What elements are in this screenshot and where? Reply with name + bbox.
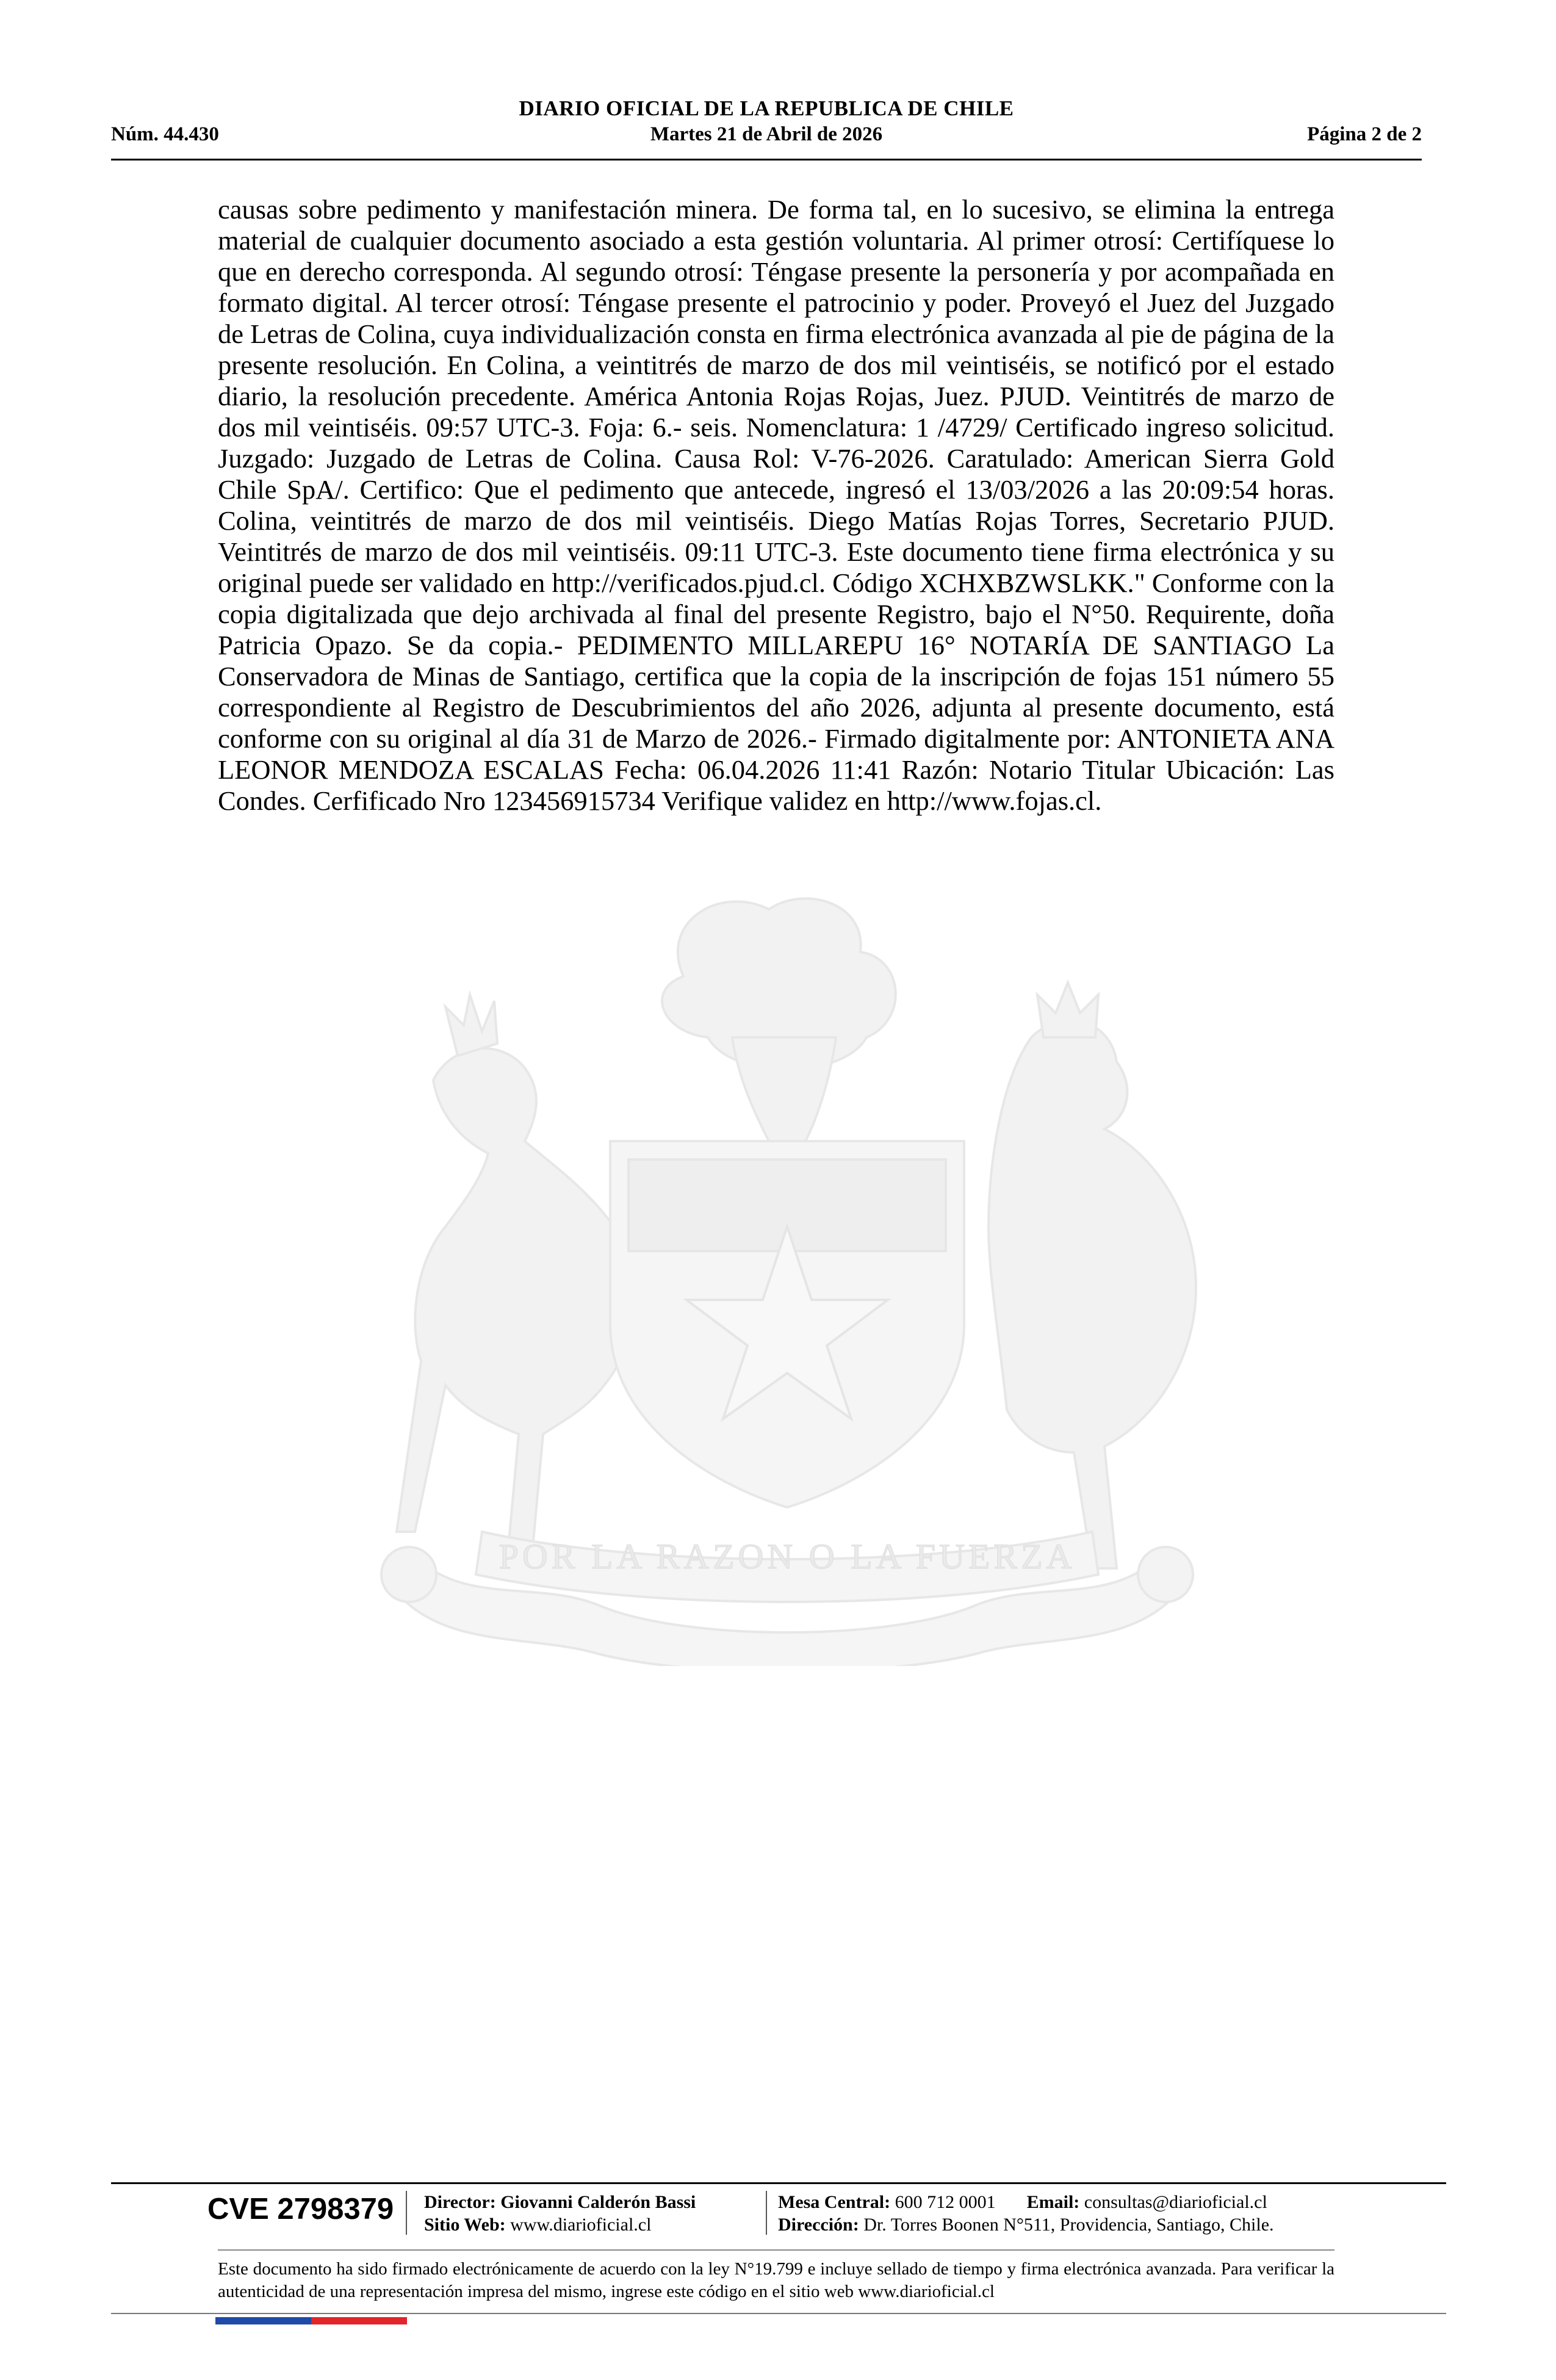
footer-separator [406, 2191, 407, 2235]
cve-code: CVE 2798379 [207, 2193, 394, 2226]
email-link[interactable]: consultas@diarioficial.cl [1084, 2192, 1267, 2212]
director-label: Director: [424, 2192, 496, 2212]
motto-text: POR LA RAZON O LA FUERZA [499, 1537, 1076, 1576]
page-indicator: Página 2 de 2 [1307, 123, 1422, 145]
contact-line [778, 2191, 1274, 2213]
footer-director-block [424, 2191, 696, 2236]
footer-separator [766, 2191, 767, 2235]
phone-label: Mesa Central: [778, 2192, 891, 2212]
address-text: Dr. Torres Boonen N°511, Providencia, Santiago, Chile. [863, 2215, 1274, 2235]
address-label: Dirección: [778, 2215, 859, 2235]
page-header [111, 93, 1422, 160]
coat-of-arms-watermark [342, 885, 1233, 1666]
body-paragraph: causas sobre pedimento y manifestación minera. De forma tal, en lo sucesivo, se elimina la entrega material de cualquier documento asociado a esta gestión voluntaria. Al primer otrosí: Certifíquese lo que en derecho corresponda. Al segundo otrosí: Téngase presente la personería y por acompañada en formato digital. Al tercer otrosí: Téngase presente el patrocinio y poder. Proveyó el Juez del Juzgado de Letras de Colina, cuya individualización consta en firma electrónica avanzada al pie de página de la presente resolución. En Colina, a veintitrés de marzo de dos mil veintiséis, se notificó por el estado diario, la resolución precedente. América Antonia Rojas Rojas, Juez. PJUD. Veintitrés de marzo de dos mil veintiséis. 09:57 UTC-3. Foja: 6.- seis. Nomenclatura: 1 /4729/ Certificado ingreso solicitud. Juzgado: Juzgado de Letras de Colina. Causa Rol: V-76-2026. Caratulado: American Sierra Gold Chile SpA/. Certifico: Que el pedimento que antecede, ingresó el 13/03/2026 a las 20:09:54 horas. Colina, veintitrés de marzo de dos mil veintiséis. Diego Matías Rojas Torres, Secretario PJUD. Veintitrés de marzo de dos mil veintiséis. 09:11 UTC-3. Este documento tiene firma electrónica y su original puede ser validado en http://verificados.pjud.cl. Código XCHXBZWSLKK." Conforme con la copia digitalizada que dejo archivada al final del presente Registro, bajo el N°50. Requirente, doña Patricia Opazo. Se da copia.- PEDIMENTO MILLAREPU 16° NOTARÍA DE SANTIAGO La Conservadora de Minas de Santiago, certifica que la copia de la inscripción de fojas 151 número 55 correspondiente al Registro de Descubrimientos del año 2026, adjunta al presente documento, está conforme con su original al día 31 de Marzo de 2026.- Firmado digitalmente por: ANTONIETA ANA LEONOR MENDOZA ESCALAS Fecha: 06.04.2026 11:41 Razón: Notario Titular Ubicación: Las Condes. Cerfificado Nro 123456915734 Verifique validez en http://www.fojas.cl. [218, 194, 1334, 816]
director-line [424, 2191, 696, 2213]
issue-number: Núm. 44.430 [111, 123, 219, 145]
phone-number: 600 712 0001 [895, 2192, 996, 2212]
website-label: Sitio Web: [424, 2215, 506, 2235]
footer-top-divider [111, 2182, 1446, 2184]
email-label: Email: [1026, 2192, 1080, 2212]
legal-notice: Este documento ha sido firmado electrónicamente de acuerdo con la ley N°19.799 e incluye sellado de tiempo y firma electrónica avanzada. Para verificar la autenticidad de una representación impresa del mismo, ingrese este código en el sitio web www.diarioficial.cl [218, 2259, 1334, 2301]
issue-date: Martes 21 de Abril de 2026 [650, 123, 883, 145]
huemul-shape [397, 1048, 637, 1568]
gazette-title: DIARIO OFICIAL DE LA REPUBLICA DE CHILE [519, 96, 1014, 120]
address-line [778, 2213, 1274, 2236]
flag-blue-stripe [215, 2317, 311, 2324]
footer-bottom-divider [111, 2313, 1446, 2314]
condor-shape [989, 1020, 1196, 1568]
footer-inner-divider [218, 2249, 1334, 2251]
website-link[interactable]: www.diarioficial.cl [510, 2215, 652, 2235]
director-name: Giovanni Calderón Bassi [500, 2192, 696, 2212]
footer-contact-block [778, 2191, 1274, 2236]
website-line [424, 2213, 696, 2236]
flag-red-stripe [311, 2317, 407, 2324]
